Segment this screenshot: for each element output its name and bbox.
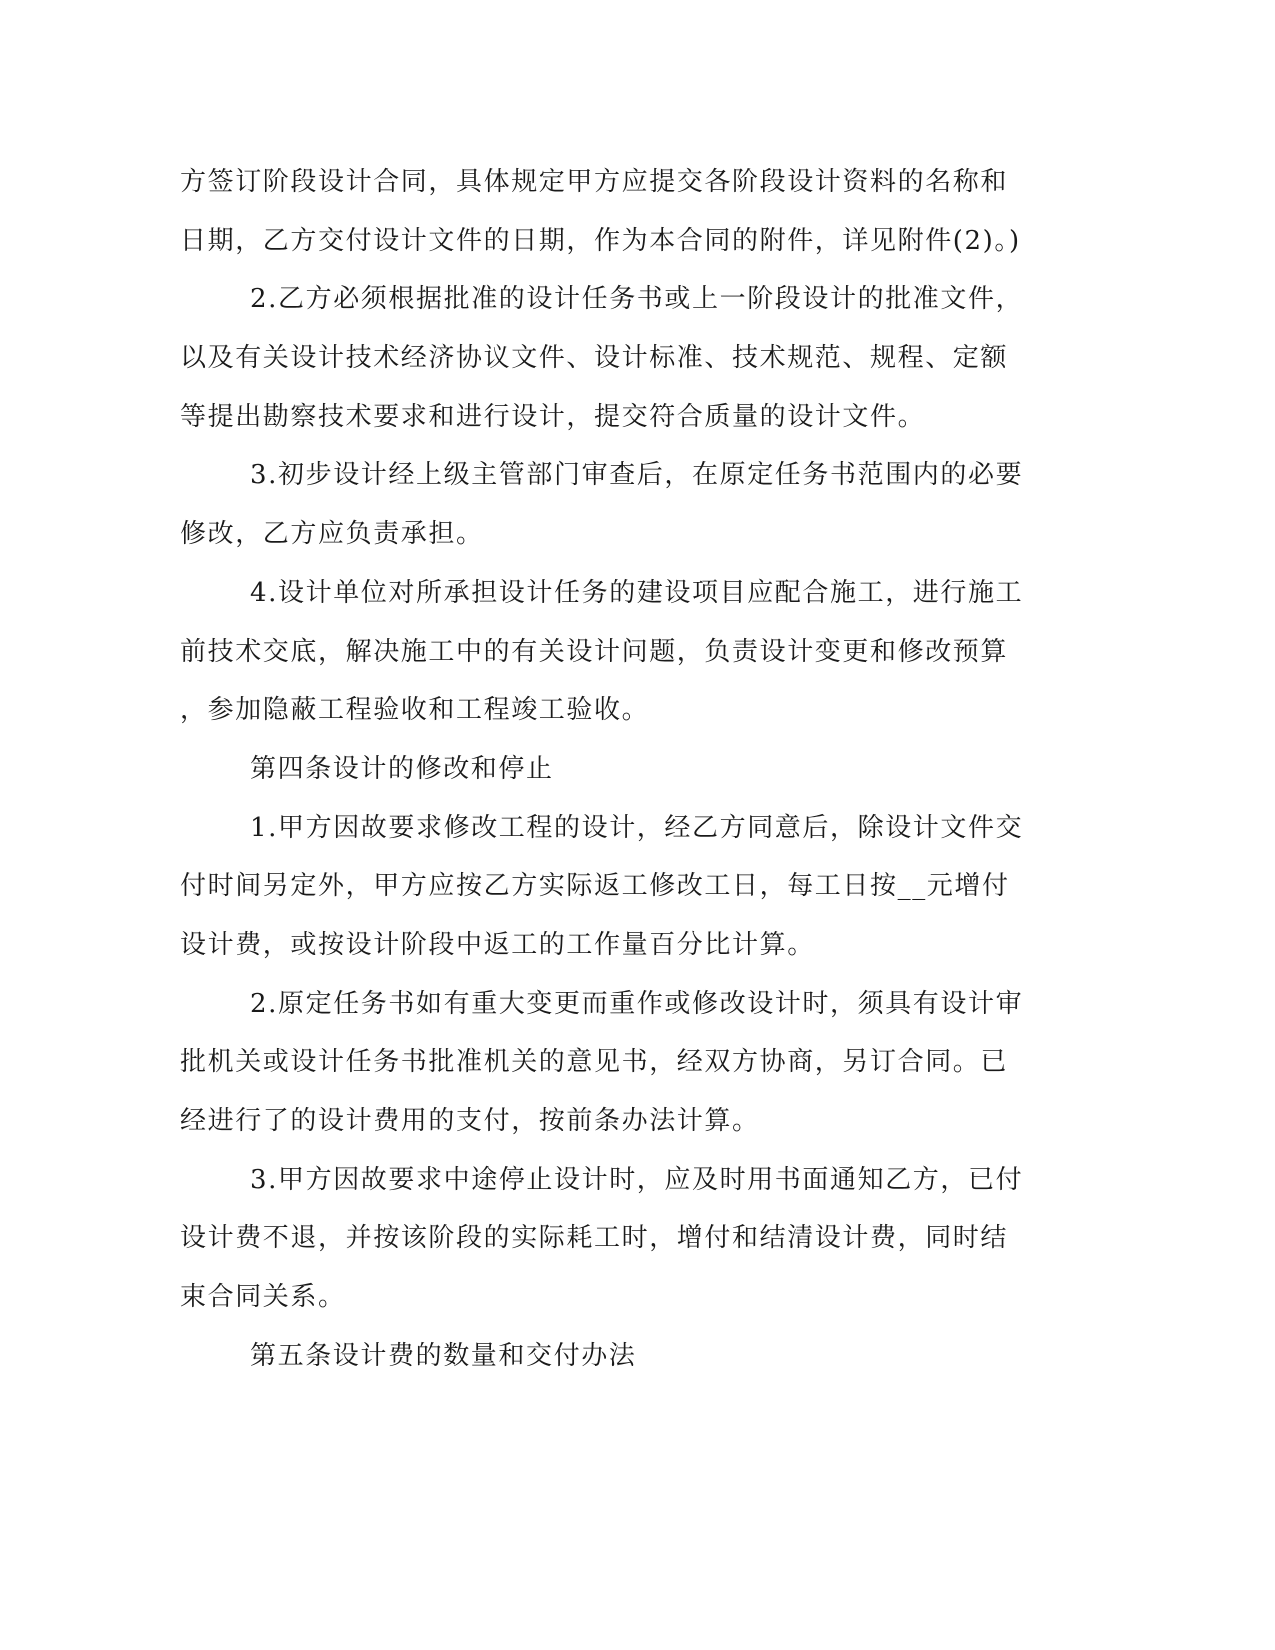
text-line: 前技术交底，解决施工中的有关设计问题，负责设计变更和修改预算 <box>180 636 1009 667</box>
text-line: 设计费不退，并按该阶段的实际耗工时，增付和结清设计费，同时结 <box>180 1223 1009 1254</box>
text-line: 经进行了的设计费用的支付，按前条办法计算。 <box>180 1106 760 1136</box>
text-line: 4.设计单位对所承担设计任务的建设项目应配合施工，进行施工 <box>250 577 1024 608</box>
text-line: 束合同关系。 <box>180 1282 346 1313</box>
text-line: ，参加隐蔽工程验收和工程竣工验收。 <box>180 695 650 726</box>
text-line: 方签订阶段设计合同，具体规定甲方应提交各阶段设计资料的名称和 <box>180 167 1009 197</box>
text-line: 3.甲方因故要求中途停止设计时，应及时用书面通知乙方，已付 <box>250 1164 1024 1195</box>
text-line: 以及有关设计技术经济协议文件、设计标准、技术规范、规程、定额 <box>180 343 1009 374</box>
section-heading: 第四条设计的修改和停止 <box>250 753 554 784</box>
document-page <box>180 153 1040 1385</box>
text-line: 设计费，或按设计阶段中返工的工作量百分比计算。 <box>180 929 815 960</box>
text-line: 修改，乙方应负责承担。 <box>180 519 484 550</box>
text-line: 付时间另定外，甲方应按乙方实际返工修改工日，每工日按__元增付 <box>180 871 1010 902</box>
text-line: 批机关或设计任务书批准机关的意见书，经双方协商，另订合同。已 <box>180 1047 1009 1078</box>
text-line: 3.初步设计经上级主管部门审查后，在原定任务书范围内的必要 <box>250 460 1024 491</box>
text-line: 1.甲方因故要求修改工程的设计，经乙方同意后，除设计文件交 <box>250 812 1024 843</box>
text-line: 等提出勘察技术要求和进行设计，提交符合质量的设计文件。 <box>180 401 926 432</box>
section-heading: 第五条设计费的数量和交付办法 <box>250 1340 637 1371</box>
text-line: 2.乙方必须根据批准的设计任务书或上一阶段设计的批准文件， <box>250 284 1024 315</box>
text-line: 2.原定任务书如有重大变更而重作或修改设计时，须具有设计审 <box>250 988 1024 1019</box>
text-line: 日期，乙方交付设计文件的日期，作为本合同的附件，详见附件(2)。) <box>180 225 1021 256</box>
